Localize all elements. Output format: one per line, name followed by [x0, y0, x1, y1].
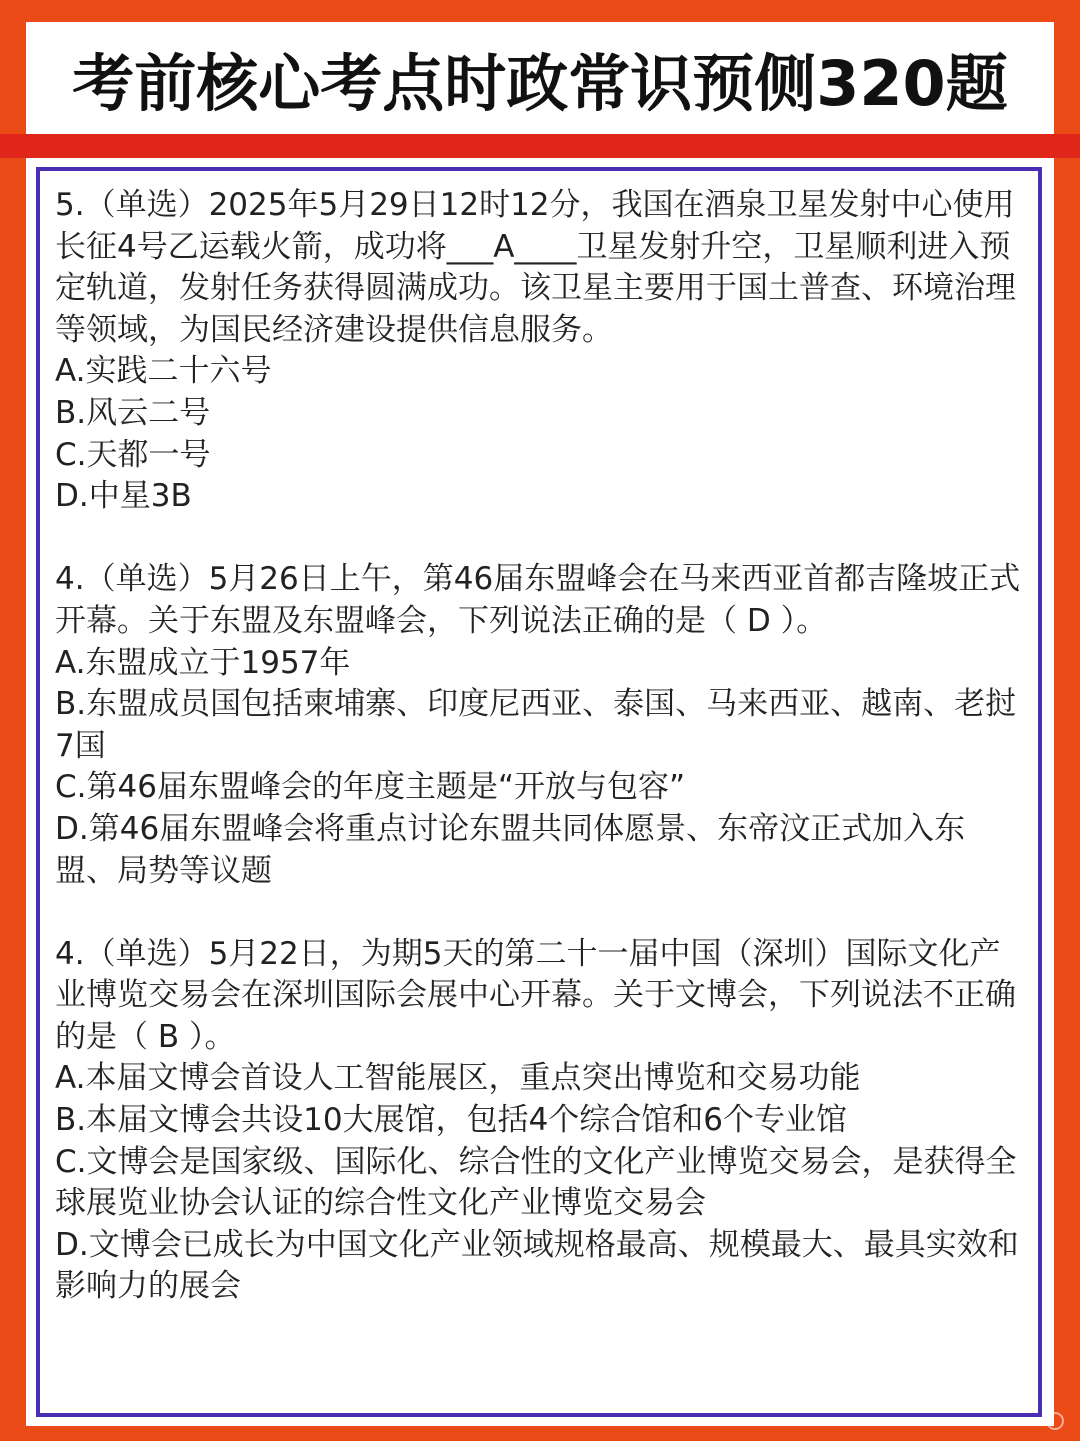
- option-c: C.天都一号: [55, 436, 211, 473]
- question-item: [55, 934, 1025, 1308]
- watermark-icon: [1046, 1412, 1064, 1430]
- option-d: D.第46届东盟峰会将重点讨论东盟共同体愿景、东帝汶正式加入东盟、局势等议题: [55, 810, 966, 889]
- title-banner: [26, 22, 1054, 134]
- option-a: A.实践二十六号: [55, 353, 272, 390]
- option-c: C.文博会是国家级、国际化、综合性的文化产业博览交易会，是获得全球展览业协会认证的综合性文化产业博览交易会: [55, 1143, 1017, 1222]
- question-list: [55, 185, 1025, 1308]
- question-item: [55, 185, 1025, 518]
- option-b: B.本届文博会共设10大展馆，包括4个综合馆和6个专业馆: [55, 1102, 848, 1139]
- option-d: D.中星3B: [55, 478, 192, 515]
- question-item: [55, 559, 1025, 892]
- option-d: D.文博会已成长为中国文化产业领域规格最高、规模最大、最具实效和影响力的展会: [55, 1226, 1019, 1305]
- question-stem: 5.（单选）2025年5月29日12时12分，我国在酒泉卫星发射中心使用长征4号乙运载火箭，成功将___A____卫星发射升空，卫星顺利进入预定轨道，发射任务获得圆满成功。该卫星主要用于国土普查、环境治理等领域，为国民经济建设提供信息服务。: [55, 187, 1016, 348]
- option-c: C.第46届东盟峰会的年度主题是“开放与包容”: [55, 769, 686, 806]
- question-stem: 4.（单选）5月22日，为期5天的第二十一届中国（深圳）国际文化产业博览交易会在深圳国际会展中心开幕。关于文博会，下列说法不正确的是（ B ）。: [55, 935, 1016, 1055]
- page-title: 考前核心考点时政常识预侧320题: [72, 46, 1008, 120]
- option-a: A.本届文博会首设人工智能展区，重点突出博览和交易功能: [55, 1060, 861, 1097]
- divider-bar: [0, 134, 1080, 158]
- question-stem: 4.（单选）5月26日上午，第46届东盟峰会在马来西亚首都吉隆坡正式开幕。关于东盟及东盟峰会，下列说法正确的是（ D ）。: [55, 561, 1021, 639]
- option-b: B.风云二号: [55, 394, 211, 431]
- option-b: B.东盟成员国包括柬埔寨、印度尼西亚、泰国、马来西亚、越南、老挝7国: [55, 686, 1017, 764]
- option-a: A.东盟成立于1957年: [55, 644, 351, 681]
